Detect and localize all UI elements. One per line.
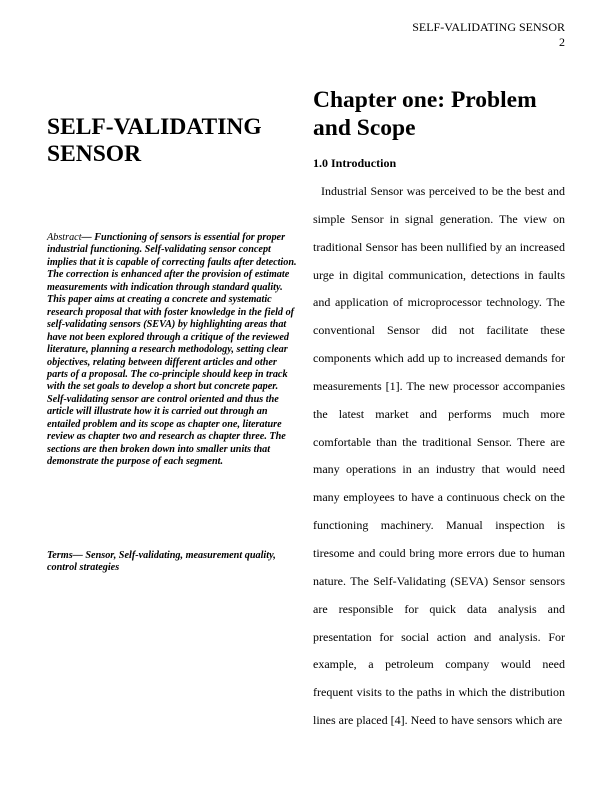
running-title: SELF-VALIDATING SENSOR <box>412 20 565 34</box>
abstract-text: — Functioning of sensors is essential for proper industrial functioning. Self-validating sensor concept implies that it is capable of correcting faults after detection. The correction is enhanced after the provision of estimate measurements with indication through standard quality. This paper aims at creating a concrete and systematic research proposal that with foster knowledge in the field of self-validating sensors (SEVA) by highlighting areas that have not been explored through a critique of the reviewed literature, planning a research methodology, setting clear objectives, relating between different articles and other parts of a proposal. The co-principle should keep in track with the set goals to develop a short but concrete paper. Self-validating sensor are control oriented and thus the article will illustrate how it is carried out through an entailed problem and its scope as chapter one, literature review as chapter two and research as chapter three. The sections are then broken down into smaller units that demonstrate the purpose of each segment. <box>47 232 297 468</box>
index-terms: Terms— Sensor, Self-validating, measurement quality, control strategies <box>47 550 276 574</box>
document-title: SELF-VALIDATING SENSOR <box>47 114 262 167</box>
chapter-title: Chapter one: Problem and Scope <box>313 87 537 141</box>
page-number: 2 <box>559 35 565 49</box>
body-paragraph: Industrial Sensor was perceived to be the best and simple Sensor in signal generation. The view on traditional Sensor has been nullified by an increased urge in digital communication, detections in faults and application of microprocessor technology. The conventional Sensor did not facilitate these components which add up to increased demands for measurements [1]. The new processor accompanies the latest market and performs much more comfortable than the traditional Sensor. There are many operations in an industry that would need many employees to have a continuous check on the functioning machinery. Manual inspection is tiresome and could bring more errors due to human nature. The Self-Validating (SEVA) Sensor sensors are responsible for quick data analysis and presentation for social action and analysis. For example, a petroleum company would need frequent visits to the paths in which the distribution lines are placed [4]. Need to have sensors which are <box>313 184 565 728</box>
left-column <box>47 114 299 168</box>
right-column <box>313 86 565 735</box>
section-heading: 1.0 Introduction <box>313 156 397 170</box>
abstract-label: Abstract <box>47 232 82 243</box>
running-header <box>412 20 565 50</box>
abstract <box>47 232 299 469</box>
